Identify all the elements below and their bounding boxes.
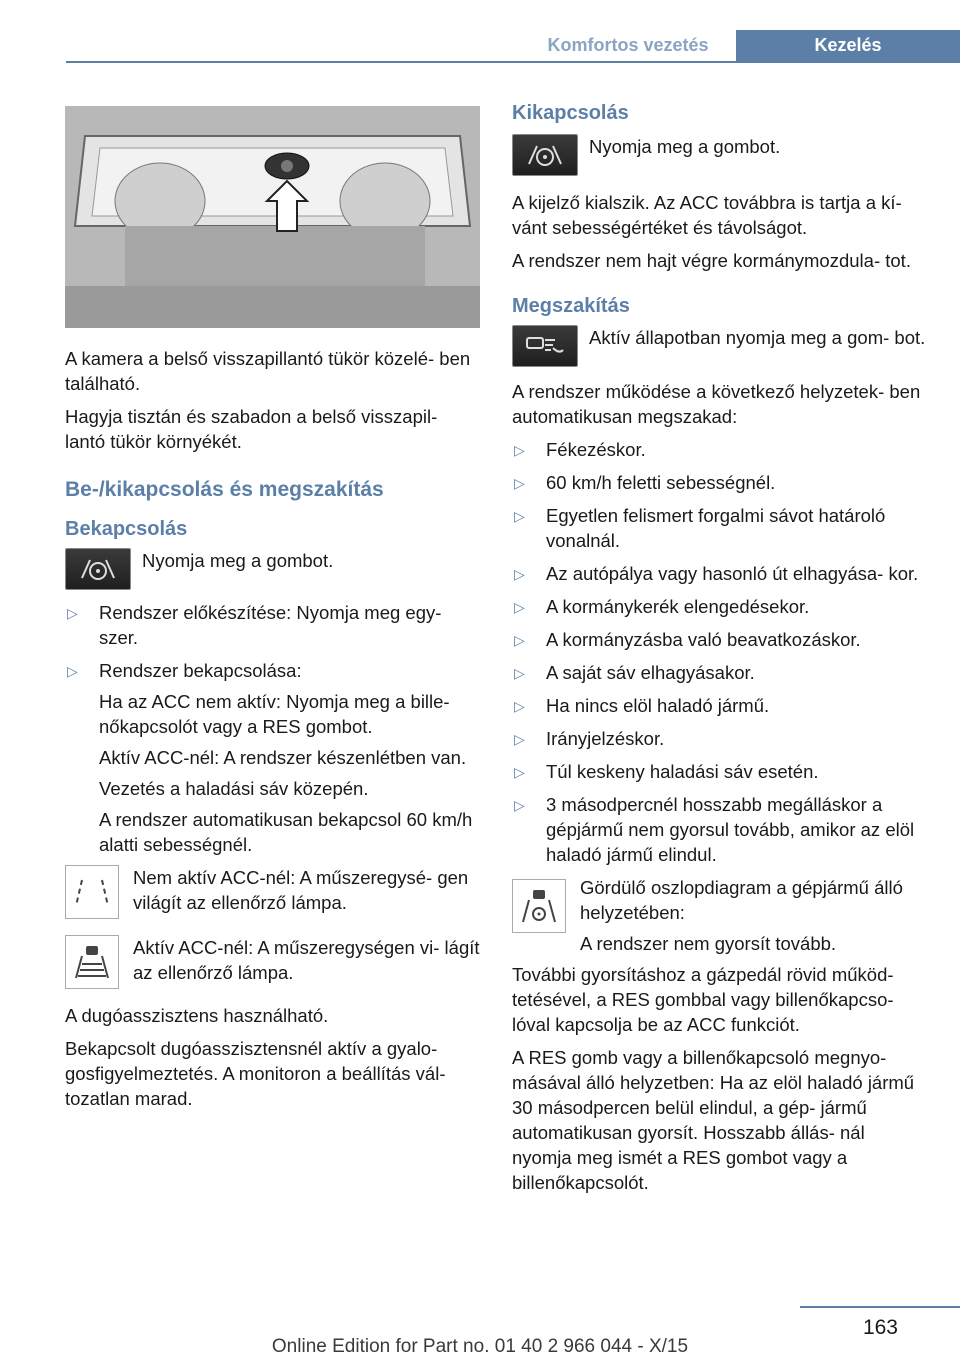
page-number: 163	[862, 1316, 898, 1339]
list-item: ▷ 3 másodpercnél hosszabb megálláskor a gépjármű nem gyorsul tovább, amikor az elöl haladó jármű elindul.	[514, 794, 915, 865]
caption-keep-clear: Hagyja tisztán és szabadon a belső visszapil- lantó tükör környékét.	[65, 406, 438, 452]
steering-assist-button-icon	[65, 548, 131, 590]
lane-lines-indicator-icon	[65, 865, 119, 919]
footer-rule	[800, 1306, 960, 1308]
rolling-bar-row	[512, 875, 927, 956]
subheading-switch-off: Kikapcsolás	[512, 102, 629, 124]
edition-note: Online Edition for Part no. 01 40 2 966 044 - X/15	[271, 1336, 689, 1357]
section-heading: Be-/kikapcsolás és megszakítás	[65, 478, 384, 501]
paragraph-res-button: A RES gomb vagy a billenőkapcsoló megnyo- másával álló helyzetben: Ha az elöl haladó jármű 30 másodpercen belül elindul, a gép- jármű automatikusan gyorsít. Hosszabb állás- nál nyomja meg ismét a RES gombot vagy a billenőkapcsolót.	[512, 1047, 915, 1193]
switch-off-text: Nyomja meg a gombot.	[589, 136, 781, 157]
paragraph-pedestrian-warning: Bekapcsolt dugóasszisztensnél aktív a gyalo- gosfigyelmeztetés. A monitoron a beállítás vál- tozatlan marad.	[65, 1038, 446, 1109]
subheading-switch-on: Bekapcsolás	[65, 518, 188, 540]
paragraph-traffic-jam-assistant: A dugóasszisztens használható.	[65, 1005, 329, 1026]
list-item: ▷ Túl keskeny haladási sáv esetén.	[514, 761, 819, 782]
header-chapter: Kezelés	[736, 30, 960, 61]
list-item: ▷ A kormányzásba való beavatkozáskor.	[514, 629, 861, 650]
list-item: ▷ Az autópálya vagy hasonló út elhagyása- kor.	[514, 563, 919, 584]
car-standstill-indicator-icon	[512, 879, 566, 933]
list-item: ▷ Ha nincs elöl haladó jármű.	[514, 695, 770, 716]
caption-camera-location: A kamera a belső visszapillantó tükör közelé- ben található.	[65, 348, 471, 394]
list-item: ▷ A saját sáv elhagyásakor.	[514, 662, 755, 683]
right-column	[512, 100, 927, 1203]
camera-photo	[65, 106, 480, 328]
interrupt-text: Aktív állapotban nyomja meg a gom- bot.	[589, 327, 926, 348]
list-item: ▷ Irányjelzéskor.	[514, 728, 665, 749]
list-item: ▷ Egyetlen felismert forgalmi sávot határoló vonalnál.	[514, 505, 886, 551]
lamp-active-row	[65, 935, 480, 989]
list-item: ▷ A kormánykerék elengedésekor.	[514, 596, 810, 617]
interrupt-conditions	[512, 437, 927, 867]
list-item: ▷ 60 km/h feletti sebességnél.	[514, 472, 776, 493]
acc-interrupt-button-icon	[512, 325, 578, 367]
paragraph-further-acceleration: További gyorsításhoz a gázpedál rövid működ- tetésével, a RES gombbal vagy billenőkapcso- lóval kapcsolja be az ACC funkciót.	[512, 964, 894, 1035]
lamp-inactive-row	[65, 865, 480, 919]
switch-off-instruction	[512, 134, 927, 176]
switch-on-steps	[65, 600, 480, 857]
lamp-active-text: Aktív ACC-nél: A műszeregységen vi- lágít az ellenőrző lámpa.	[133, 937, 480, 983]
steering-assist-button-icon	[512, 134, 578, 176]
switch-on-text: Nyomja meg a gombot.	[142, 550, 334, 571]
rolling-bar-text: Gördülő oszlopdiagram a gépjármű álló helyzetében: A rendszer nem gyorsít tovább.	[580, 877, 903, 954]
header-section: Komfortos vezetés	[547, 35, 709, 55]
paragraph-auto-interrupt: A rendszer működése a következő helyzetek- ben automatikusan megszakad:	[512, 381, 921, 427]
subheading-interrupt: Megszakítás	[512, 295, 630, 317]
left-column	[65, 100, 480, 1119]
list-item: ▷ Fékezéskor.	[514, 439, 646, 460]
lamp-inactive-text: Nem aktív ACC-nél: A műszeregysé- gen világít az ellenőrző lámpa.	[133, 867, 469, 913]
switch-on-instruction	[65, 548, 480, 590]
interrupt-instruction	[512, 325, 927, 367]
paragraph-no-steering: A rendszer nem hajt végre kormánymozdula- tot.	[512, 250, 911, 271]
header-rule	[66, 61, 960, 63]
car-lane-indicator-icon	[65, 935, 119, 989]
rear-window-illustration	[65, 106, 480, 328]
paragraph-display-off: A kijelző kialszik. Az ACC továbbra is tartja a kí- vánt sebességértéket és távolságot.	[512, 192, 902, 238]
list-item: ▷ Rendszer bekapcsolása: Ha az ACC nem aktív: Nyomja meg a bille- nőkapcsolót vagy a RES gombot. Aktív ACC-nél: A rendszer készenlétben van. Vezetés a haladási sáv közepén. A rendszer automatikusan bekapcsol 60 km/h alatti sebességnél.	[67, 660, 473, 855]
list-item: ▷ Rendszer előkészítése: Nyomja meg egy- szer.	[67, 602, 442, 648]
